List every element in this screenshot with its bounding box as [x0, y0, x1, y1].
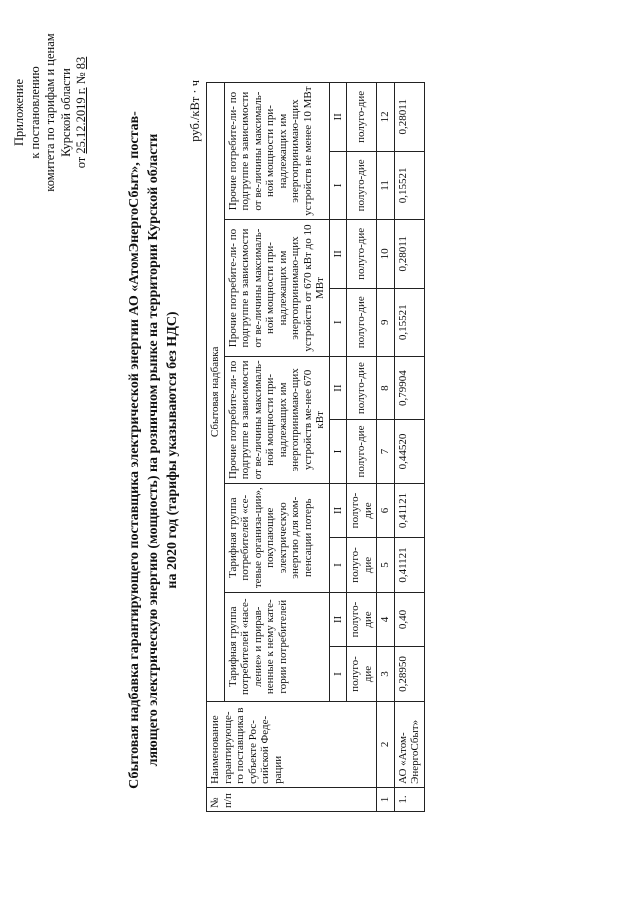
half-period: полуго-дие	[347, 83, 377, 152]
unit-label: руб./кВт · ч	[188, 80, 202, 142]
half-period: полуго-дие	[347, 151, 377, 219]
half-period: полуго-дие	[347, 647, 377, 702]
half-label: I	[329, 647, 347, 702]
half-period: полуго-дие	[347, 220, 377, 288]
approval-line-4: Курской области	[58, 68, 73, 157]
row-value: 0,15521	[394, 151, 424, 219]
row-value: 0,28950	[394, 647, 424, 702]
approval-line-3: комитета по тарифам и ценам	[43, 33, 57, 192]
half-label: I	[329, 288, 347, 356]
half-label: II	[329, 483, 347, 538]
half-period: полуго-дие	[347, 483, 377, 538]
table-row	[394, 83, 424, 812]
column-number: 9	[377, 288, 395, 356]
header-markup: Сбытовая надбавка	[207, 83, 225, 702]
approval-number: 83	[74, 56, 88, 70]
header-num: № п/п	[207, 787, 377, 811]
approval-date-line	[74, 20, 90, 205]
approval-line-2: к постановлению	[27, 66, 42, 159]
title-line-2: ляющего электрическую энергию (мощность) на розничном рынке на территории Курской области	[146, 133, 161, 767]
half-label: I	[329, 151, 347, 219]
column-number: 7	[377, 420, 395, 483]
column-number: 5	[377, 538, 395, 593]
row-value: 0,79904	[394, 356, 424, 419]
header-group-over-10mw: Прочие потребите-ли- по подгруппе в зависимости от ве-личины максималь-ной мощности при-надлежащих им энергопринимаю-щих устройств не менее 10 МВт	[224, 83, 329, 220]
row-supplier: АО «Атом-ЭнергоСбыт»	[394, 701, 424, 787]
markup-table	[206, 82, 425, 812]
row-value: 0,28011	[394, 83, 424, 152]
row-value: 0,40	[394, 592, 424, 647]
header-group-network: Тарифная группа потребителей «се-тевые организа-ции», покупающие электрическую энергию для ком-пенсации потерь	[224, 483, 329, 592]
header-supplier: Наименование гарантирующе-го поставщика в субъекте Рос-сийской Феде-рации	[207, 701, 377, 787]
half-period: полуго-дие	[347, 420, 377, 483]
half-label: II	[329, 83, 347, 152]
row-value: 0,28011	[394, 220, 424, 288]
header-group-670kw-10mw: Прочие потребите-ли- по подгруппе в зависимости от ве-личины максималь-ной мощности при-надлежащих им энергопринимаю-щих устройств от 670 кВт до 10 МВт	[224, 220, 329, 357]
half-period: полуго-дие	[347, 356, 377, 419]
approval-date-prefix: от	[74, 156, 88, 169]
column-number: 12	[377, 83, 395, 152]
row-value: 0,41121	[394, 483, 424, 538]
column-number: 4	[377, 592, 395, 647]
half-label: II	[329, 592, 347, 647]
approval-date: 25.12.2019 г.	[74, 87, 88, 154]
header-group-under-670kw: Прочие потребите-ли- по подгруппе в зависимости от ве-личины максималь-ной мощности при-надлежащих им энергопринимаю-щих устройств ме-нее 670 кВт	[224, 356, 329, 483]
approval-number-label: №	[74, 72, 88, 85]
title-line-3: на 2020 год (тарифы указываются без НДС)	[165, 311, 180, 589]
approval-line-1: Приложение	[12, 78, 26, 147]
column-number: 2	[377, 701, 395, 787]
half-label: I	[329, 538, 347, 593]
document-title	[125, 100, 182, 800]
column-number: 6	[377, 483, 395, 538]
column-number: 11	[377, 151, 395, 219]
column-number: 8	[377, 356, 395, 419]
row-value: 0,41121	[394, 538, 424, 593]
half-label: I	[329, 420, 347, 483]
column-number: 1	[377, 787, 395, 811]
column-number: 10	[377, 220, 395, 288]
row-num: 1.	[394, 787, 424, 811]
half-label: II	[329, 220, 347, 288]
half-period: полуго-дие	[347, 288, 377, 356]
title-line-1: Сбытовая надбавка гарантирующего поставщика электрической энергии АО «АтомЭнергоСбыт», постав-	[127, 111, 142, 789]
row-value: 0,44520	[394, 420, 424, 483]
half-period: полуго-дие	[347, 538, 377, 593]
header-group-population: Тарифная группа потребителей «насе-ление» и прирав-ненные к нему кате-гории потребителей	[224, 592, 329, 701]
approval-block	[12, 20, 90, 205]
column-number: 3	[377, 647, 395, 702]
row-value: 0,15521	[394, 288, 424, 356]
half-period: полуго-дие	[347, 592, 377, 647]
half-label: II	[329, 356, 347, 419]
